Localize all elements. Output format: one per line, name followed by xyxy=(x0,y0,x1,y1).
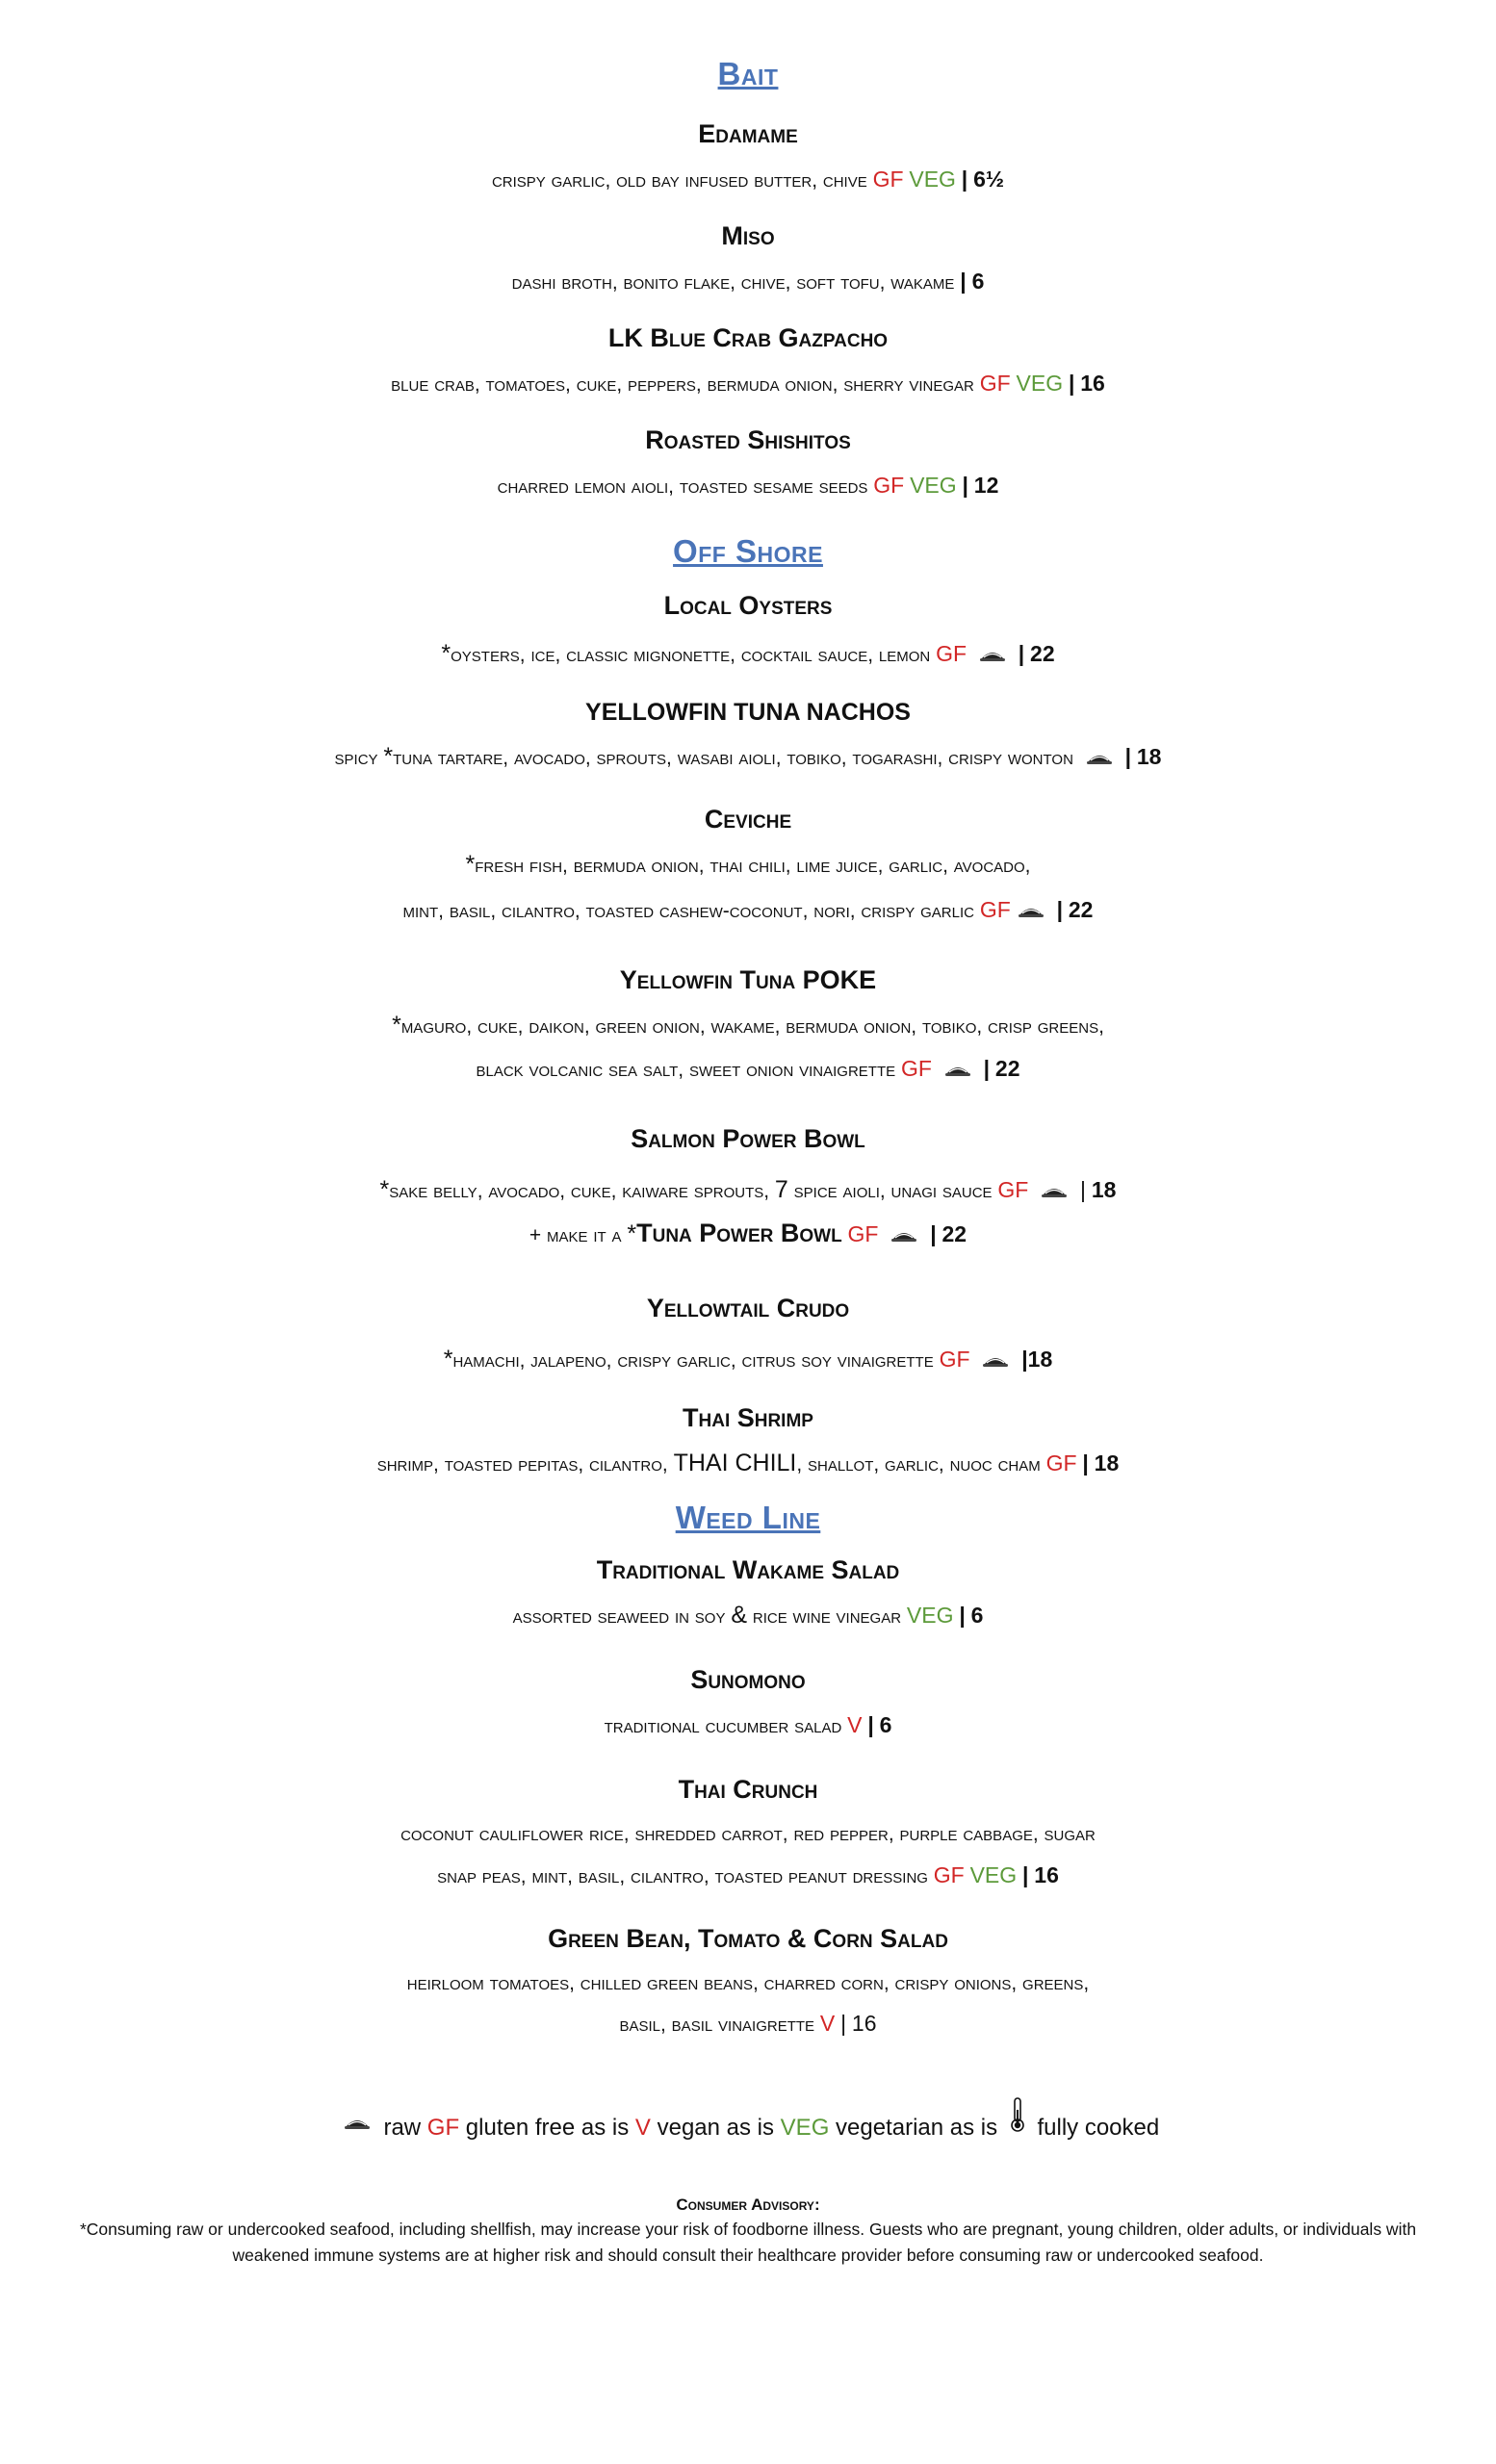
price-separator: | xyxy=(1018,641,1025,666)
item-desc-poke-line1 xyxy=(0,1012,1496,1040)
desc-text: , shallot, garlic, nuoc cham xyxy=(796,1453,1041,1476)
raw-fish-icon xyxy=(981,1353,1010,1369)
raw-fish-icon xyxy=(978,648,1007,663)
price-separator: | xyxy=(930,1221,937,1246)
desc-text: oysters, ice, classic mignonette, cocktail sauce, lemon xyxy=(451,644,931,666)
desc-text: hamachi, jalapeno, crispy garlic, citrus soy vinaigrette xyxy=(452,1349,934,1372)
gf-tag: GF xyxy=(936,641,967,666)
thermometer-icon xyxy=(1010,2096,1025,2133)
ampersand: & xyxy=(731,1602,748,1629)
section-title-off-shore: Off Shore xyxy=(673,533,823,569)
desc-text: traditional cucumber salad xyxy=(604,1715,842,1737)
vegan-tag: V xyxy=(847,1712,863,1737)
veg-tag: VEG xyxy=(910,473,957,498)
item-upgrade-tuna-bowl xyxy=(0,1219,1496,1248)
legend-gf-label: gluten free as is xyxy=(465,2115,630,2141)
item-desc-wakame xyxy=(0,1602,1496,1630)
item-desc-thai-crunch-line2 xyxy=(0,1862,1496,1888)
desc-text: dashi broth, bonito flake, chive, soft tofu, wakame xyxy=(511,271,955,294)
item-title-shishitos: Roasted Shishitos xyxy=(645,425,851,454)
item-desc-salmon-bowl xyxy=(0,1176,1496,1204)
item-title-wakame: Traditional Wakame Salad xyxy=(596,1555,900,1584)
item-desc-miso xyxy=(0,269,1496,295)
price: 22 xyxy=(1030,641,1055,666)
price: 6 xyxy=(879,1712,892,1737)
price-separator: | xyxy=(983,1056,991,1081)
gf-tag: GF xyxy=(1045,1450,1077,1476)
item-desc-green-bean-line1 xyxy=(0,1972,1496,1995)
price-separator: | xyxy=(1124,744,1132,769)
price-separator: | xyxy=(867,1712,874,1737)
gf-tag: GF xyxy=(847,1221,879,1246)
desc-text: coconut cauliflower rice, shredded carrot, red pepper, purple cabbage, sugar xyxy=(400,1823,1096,1845)
gf-tag: GF xyxy=(933,1862,965,1887)
dietary-legend xyxy=(0,2096,1496,2142)
price-separator: | xyxy=(1068,371,1075,396)
veg-tag: VEG xyxy=(1016,371,1064,396)
seven-spice-number: 7 xyxy=(774,1176,788,1203)
item-title-poke: Yellowfin Tuna POKE xyxy=(619,965,877,994)
desc-text: maguro, cuke, daikon, green onion, wakame, bermuda onion, tobiko, crisp greens, xyxy=(400,1015,1104,1038)
price: 16 xyxy=(1034,1862,1059,1887)
item-desc-thai-crunch-line1 xyxy=(0,1823,1496,1846)
item-title-edamame: Edamame xyxy=(698,119,798,148)
gf-tag: GF xyxy=(979,371,1011,396)
price-separator: | xyxy=(1056,897,1064,922)
legend-vegan-label: vegan as is xyxy=(657,2115,774,2141)
price: 16 xyxy=(1080,371,1105,396)
price-separator: | xyxy=(959,1603,966,1628)
raw-asterisk: * xyxy=(379,1176,390,1203)
price-separator: | xyxy=(1080,1177,1087,1202)
desc-prefix: spicy xyxy=(334,747,384,769)
price-separator: | xyxy=(1082,1450,1089,1476)
price-separator: | xyxy=(960,269,967,294)
price: 6½ xyxy=(973,167,1005,192)
item-title-salmon-bowl: Salmon Power Bowl xyxy=(631,1124,865,1153)
item-title-ceviche: Ceviche xyxy=(704,805,792,834)
desc-text: mint, basil, cilantro, toasted cashew-coconut, nori, crispy garlic xyxy=(402,900,974,922)
raw-fish-icon xyxy=(1085,751,1114,766)
legend-veg-label: vegetarian as is xyxy=(836,2115,998,2141)
section-title-weed-line: Weed Line xyxy=(675,1500,821,1535)
gf-tag: GF xyxy=(873,473,905,498)
item-desc-poke-line2 xyxy=(0,1056,1496,1082)
advisory-text-line1: *Consuming raw or undercooked seafood, including shellfish, may increase your risk of foodborne illness. Guests who are pregnant, young children, older adults, or individuals with xyxy=(79,2220,1417,2239)
price: 18 xyxy=(1136,744,1162,769)
desc-text: blue crab, tomatoes, cuke, peppers, bermuda onion, sherry vinegar xyxy=(391,373,974,396)
advisory-text-line2: weakened immune systems are at higher risk and should consult their healthcare provider before consuming raw or undercooked seafood. xyxy=(232,2246,1264,2265)
item-title-oysters: Local Oysters xyxy=(663,591,833,620)
desc-text: rice wine vinegar xyxy=(752,1605,902,1628)
item-title-thai-crunch: Thai Crunch xyxy=(678,1775,818,1804)
item-desc-shishitos xyxy=(0,473,1496,499)
raw-asterisk: * xyxy=(443,1346,453,1373)
item-title-thai-shrimp: Thai Shrimp xyxy=(683,1403,813,1432)
raw-asterisk: * xyxy=(392,1012,401,1039)
price-separator: | xyxy=(1021,1347,1028,1372)
desc-text: sake belly, avocado, cuke, kaiware sprouts, xyxy=(389,1180,770,1202)
raw-asterisk: * xyxy=(383,743,394,770)
raw-fish-icon xyxy=(943,1063,972,1078)
price: 6 xyxy=(971,269,985,294)
price: 22 xyxy=(1068,897,1094,922)
raw-fish-icon xyxy=(1040,1184,1069,1199)
desc-text: fresh fish, bermuda onion, thai chili, lime juice, garlic, avocado, xyxy=(475,855,1031,877)
gf-tag: GF xyxy=(900,1056,932,1081)
item-desc-edamame xyxy=(0,167,1496,192)
raw-asterisk: * xyxy=(627,1220,637,1247)
item-desc-crudo xyxy=(0,1346,1496,1373)
item-desc-oysters xyxy=(0,640,1496,668)
price: 22 xyxy=(994,1056,1020,1081)
price: 22 xyxy=(941,1221,967,1246)
raw-asterisk: * xyxy=(441,640,451,667)
gf-tag: GF xyxy=(979,897,1011,922)
price: 18 xyxy=(1091,1177,1117,1202)
desc-text: tuna tartare, avocado, sprouts, wasabi aioli, tobiko, togarashi, crispy wonton xyxy=(393,747,1073,769)
price-separator: | xyxy=(962,473,968,498)
raw-fish-icon xyxy=(1017,904,1045,919)
item-desc-sunomono xyxy=(0,1712,1496,1738)
price: 18 xyxy=(1094,1450,1120,1476)
desc-text: spice aioli, unagi sauce xyxy=(793,1180,993,1202)
item-title-crudo: Yellowtail Crudo xyxy=(646,1294,850,1322)
upgrade-prefix: + make it a xyxy=(529,1224,628,1246)
raw-fish-icon xyxy=(343,2116,372,2131)
desc-text: snap peas, mint, basil, cilantro, toasted peanut dressing xyxy=(437,1865,928,1887)
item-desc-green-bean-line2 xyxy=(0,2011,1496,2037)
desc-text: assorted seaweed in soy xyxy=(512,1605,726,1628)
desc-text: crispy garlic, old bay infused butter, chive xyxy=(491,169,867,192)
price-separator: | xyxy=(840,2011,847,2036)
section-title-bait: Bait xyxy=(717,56,779,91)
desc-text: black volcanic sea salt, sweet onion vinaigrette xyxy=(476,1059,896,1081)
price: 16 xyxy=(851,2011,877,2036)
item-desc-gazpacho xyxy=(0,371,1496,397)
item-title-gazpacho: LK Blue Crab Gazpacho xyxy=(607,323,889,352)
legend-cooked-label: fully cooked xyxy=(1037,2115,1160,2141)
item-title-nachos: YELLOWFIN TUNA NACHOS xyxy=(585,699,911,726)
item-desc-ceviche-line1 xyxy=(0,851,1496,879)
item-title-sunomono: Sunomono xyxy=(690,1665,806,1694)
item-desc-thai-shrimp xyxy=(0,1450,1496,1477)
veg-tag: VEG xyxy=(969,1862,1018,1887)
vegan-tag: V xyxy=(634,2115,651,2141)
legend-raw-label: raw xyxy=(383,2115,422,2141)
gf-tag: GF xyxy=(939,1347,970,1372)
price: 12 xyxy=(973,473,999,498)
item-title-green-bean-salad: Green Bean, Tomato & Corn Salad xyxy=(548,1924,948,1953)
thai-chili-text: THAI CHILI xyxy=(673,1450,797,1476)
vegan-tag: V xyxy=(819,2011,836,2036)
veg-tag: VEG xyxy=(780,2115,830,2141)
desc-text: heirloom tomatoes, chilled green beans, charred corn, crispy onions, greens, xyxy=(406,1972,1090,1994)
gf-tag: GF xyxy=(872,167,904,192)
veg-tag: VEG xyxy=(906,1603,954,1628)
price-separator: | xyxy=(1022,1862,1029,1887)
price: 18 xyxy=(1027,1347,1053,1372)
desc-text: charred lemon aioli, toasted sesame seeds xyxy=(497,475,868,498)
price-separator: | xyxy=(961,167,968,192)
gf-tag: GF xyxy=(997,1177,1029,1202)
desc-text: shrimp, toasted pepitas, cilantro, xyxy=(376,1453,668,1476)
upgrade-title: Tuna Power Bowl xyxy=(636,1219,842,1247)
price: 6 xyxy=(970,1603,984,1628)
raw-fish-icon xyxy=(890,1228,918,1244)
item-desc-nachos xyxy=(0,743,1496,771)
item-title-miso: Miso xyxy=(721,221,775,250)
gf-tag: GF xyxy=(426,2115,460,2141)
desc-text: basil, basil vinaigrette xyxy=(619,2014,815,2036)
item-desc-ceviche-line2 xyxy=(0,897,1496,923)
advisory-title: Consumer Advisory: xyxy=(676,2195,820,2214)
raw-asterisk: * xyxy=(465,851,476,878)
veg-tag: VEG xyxy=(909,167,956,192)
